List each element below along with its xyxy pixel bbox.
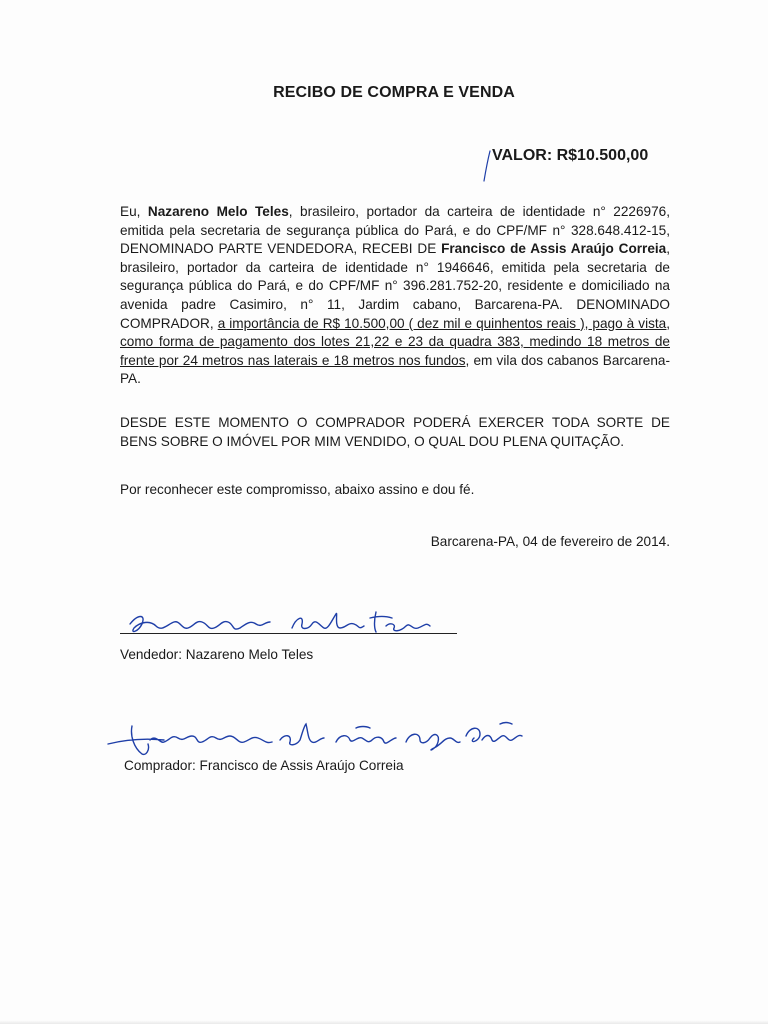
payment-terms-underlined: a importância de R$ 10.500,00 ( dez mil e quinhentos reais ), pago à vista, como forma de pagamento dos lotes 21,22 e 23 da quadra 383, medindo 18 metros de frente por 24 metros nas laterais e 18 metros nos fundos	[120, 315, 670, 368]
seller-name: Nazareno Melo Teles	[147, 204, 289, 219]
document-title: RECIBO DE COMPRA E VENDA	[273, 84, 515, 101]
seller-signature-line	[120, 633, 457, 634]
seller-caption: Vendedor: Nazareno Melo Teles	[120, 647, 314, 662]
text-segment: Eu,	[120, 204, 148, 219]
receipt-paragraph-main	[120, 203, 670, 389]
text-segment: , brasileiro, portador da carteira de identidade n° 2226976, emitida pela secretaria de segurança pública do Pará, e do CPF/MF n° 328.648.412-15, DENOMINADO PARTE VENDEDORA, RECEBI DE	[120, 204, 670, 257]
seller-signature-image	[124, 606, 444, 640]
buyer-name: Francisco de Assis Araújo Correia	[441, 241, 667, 257]
text-segment: , em vila dos cabanos Barcarena-PA.	[120, 352, 670, 387]
buyer-caption: Comprador: Francisco de Assis Araújo Correia	[124, 758, 404, 773]
receipt-paragraph-declaration: DESDE ESTE MOMENTO O COMPRADOR PODERÁ EXERCER TODA SORTE DE BENS SOBRE O IMÓVEL POR MIM VENDIDO, O QUAL DOU PLENA QUITAÇÃO.	[120, 415, 670, 449]
text-segment: , brasileiro, portador da carteira de identidade n° 1946646, emitida pela secretaria de segurança pública do Pará, e do CPF/MF n° 396.281.752-20, residente e domiciliado na avenida padre Casimiro, n° 11, Jardim cabano, Barcarena-PA. DENOMINADO COMPRADOR,	[120, 241, 671, 331]
receipt-paragraph-commitment: Por reconhecer este compromisso, abaixo assino e dou fé.	[120, 482, 475, 497]
scan-edge	[0, 1020, 768, 1024]
buyer-signature-image	[104, 714, 524, 758]
date-line: Barcarena-PA, 04 de fevereiro de 2014.	[430, 534, 670, 549]
valor-amount: VALOR: R$10.500,00	[492, 147, 649, 164]
